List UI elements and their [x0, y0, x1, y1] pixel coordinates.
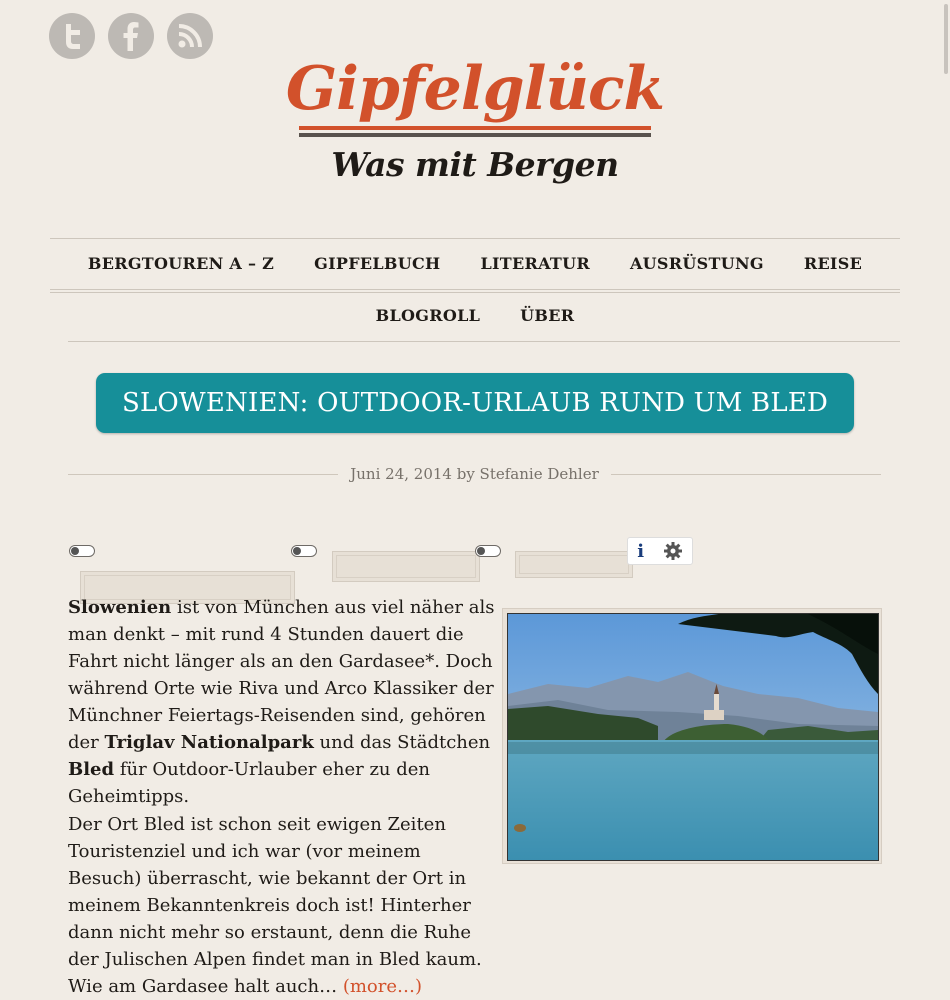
nav-ueber[interactable]: ÜBER	[520, 306, 575, 325]
nav-divider-middle	[50, 289, 900, 290]
main-nav-row-1	[50, 254, 900, 273]
meta-rule-right	[611, 474, 881, 475]
nav-reise[interactable]: REISE	[803, 254, 863, 273]
facebook-icon	[122, 21, 140, 51]
share-placeholder-3	[515, 551, 633, 578]
site-title[interactable]: Gipfelglück	[285, 54, 665, 124]
share-toggle-2[interactable]	[291, 545, 317, 557]
logo-underline	[299, 126, 651, 137]
post-paragraph-1: Slowenien ist von München aus viel näher als man denkt – mit rund 4 Stunden dauert die Fahrt nicht länger als an den Gardasee*. Doch während Orte wie Riva und Arco Klassiker der Münchner Feiertags-Reisenden sind, gehören der Triglav Nationalpark und das Städtchen Bled für Outdoor-Urlauber eher zu den Geheimtipps.	[68, 597, 495, 807]
share-toggle-3[interactable]	[475, 545, 501, 557]
post-title-banner[interactable]	[96, 373, 854, 433]
site-logo[interactable]	[0, 52, 950, 184]
lake-bled-photo	[507, 613, 879, 861]
post-paragraph-2: Der Ort Bled ist schon seit ewigen Zeiten Touristenziel und ich war (vor meinem Besuch) überrascht, wie bekannt der Ort in meinem Bekanntenkreis doch ist! Hinterher dann nicht mehr so erstaunt, denn die Ruhe der Julischen Alpen findet man in Bled kaum. Wie am Gardasee halt auch… (more…)	[68, 814, 482, 997]
nav-bergtouren[interactable]: BERGTOUREN A – Z	[87, 254, 275, 273]
gear-icon[interactable]	[663, 541, 683, 561]
nav-ausruestung[interactable]: AUSRÜSTUNG	[629, 254, 764, 273]
rss-icon	[177, 23, 203, 49]
nav-divider-top	[50, 238, 900, 239]
bold-bled: Bled	[68, 759, 115, 780]
bold-slowenien: Slowenien	[68, 597, 172, 618]
share-info-box	[627, 537, 693, 565]
meta-rule-left	[68, 474, 338, 475]
post-meta	[68, 465, 881, 483]
main-nav-row-2	[50, 306, 900, 325]
nav-divider-middle-2	[50, 292, 900, 293]
share-toggle-1[interactable]	[69, 545, 95, 557]
post-date-author: Juni 24, 2014 by Stefanie Dehler	[350, 465, 599, 483]
twitter-icon	[61, 23, 83, 49]
post-title[interactable]: SLOWENIEN: OUTDOOR-URLAUB RUND UM BLED	[121, 388, 829, 418]
nav-gipfelbuch[interactable]: GIPFELBUCH	[314, 254, 441, 273]
info-icon[interactable]: i	[637, 540, 645, 562]
share-placeholder-2	[332, 551, 480, 582]
nav-blogroll[interactable]: BLOGROLL	[375, 306, 481, 325]
nav-literatur[interactable]: LITERATUR	[480, 254, 590, 273]
post-photo[interactable]	[502, 608, 882, 864]
nav-divider-bottom	[68, 341, 900, 342]
bold-triglav: Triglav Nationalpark	[104, 732, 314, 753]
read-more-link[interactable]: (more…)	[342, 976, 423, 997]
site-tagline: Was mit Bergen	[331, 145, 619, 184]
